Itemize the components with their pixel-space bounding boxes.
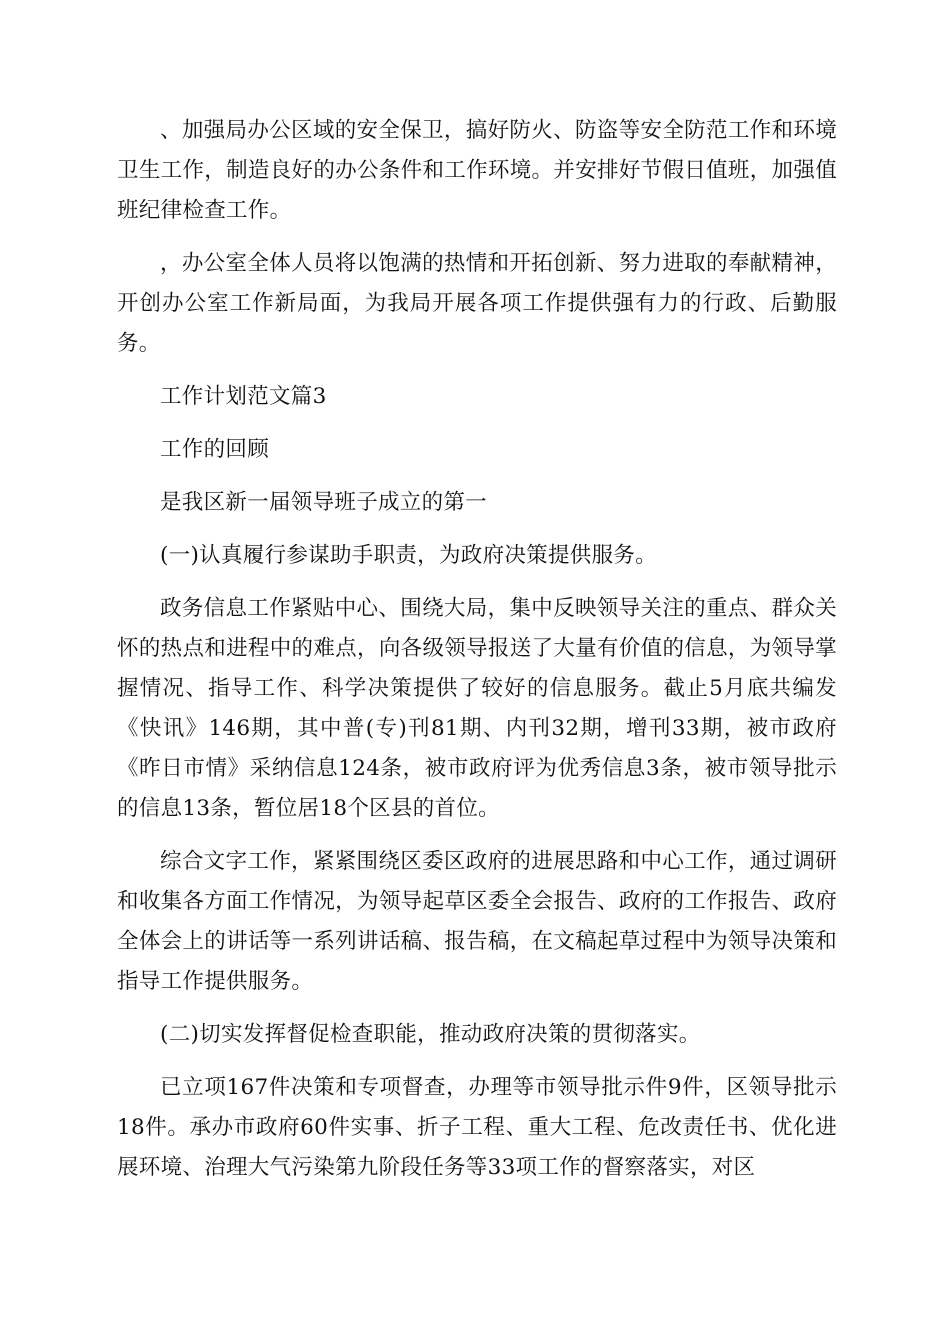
paragraph-writing-work: 综合文字工作，紧紧围绕区委区政府的进展思路和中心工作，通过调研和收集各方面工作情况，为领导起草区委全会报告、政府的工作报告、政府全体会上的讲话等一系列讲话稿、报告稿，在文稿起草过程中为领导决策和指导工作提供服务。 [117, 849, 837, 994]
paragraph-office-staff: ，办公室全体人员将以饱满的热情和开拓创新、努力进取的奉献精神，开创办公室工作新局面，为我局开展各项工作提供强有力的行政、后勤服务。 [117, 251, 837, 356]
item-heading-one: (一)认真履行参谋助手职责，为政府决策提供服务。 [160, 543, 657, 568]
document-body [117, 111, 837, 1188]
subsection-heading: 工作的回顾 [160, 437, 270, 462]
item-heading-two: (二)切实发挥督促检查职能，推动政府决策的贯彻落实。 [160, 1022, 701, 1047]
paragraph-supervision: 已立项167件决策和专项督查，办理等市领导批示件9件，区领导批示18件。承办市政府60件实事、折子工程、重大工程、危改责任书、优化进展环境、治理大气污染第九阶段任务等33项工作的督察落实，对区 [117, 1075, 837, 1180]
paragraph-information-work: 政务信息工作紧贴中心、围绕大局，集中反映领导关注的重点、群众关怀的热点和进程中的难点，向各级领导报送了大量有价值的信息，为领导掌握情况、指导工作、科学决策提供了较好的信息服务。截止5月底共编发《快讯》146期，其中普(专)刊81期、内刊32期，增刊33期，被市政府《昨日市情》采纳信息124条，被市政府评为优秀信息3条，被市领导批示的信息13条，暂位居18个区县的首位。 [117, 596, 837, 821]
section-heading: 工作计划范文篇3 [160, 384, 327, 409]
paragraph-office-security: 、加强局办公区域的安全保卫，搞好防火、防盗等安全防范工作和环境卫生工作，制造良好的办公条件和工作环境。并安排好节假日值班，加强值班纪律检查工作。 [117, 118, 837, 223]
paragraph-intro: 是我区新一届领导班子成立的第一 [160, 490, 488, 515]
